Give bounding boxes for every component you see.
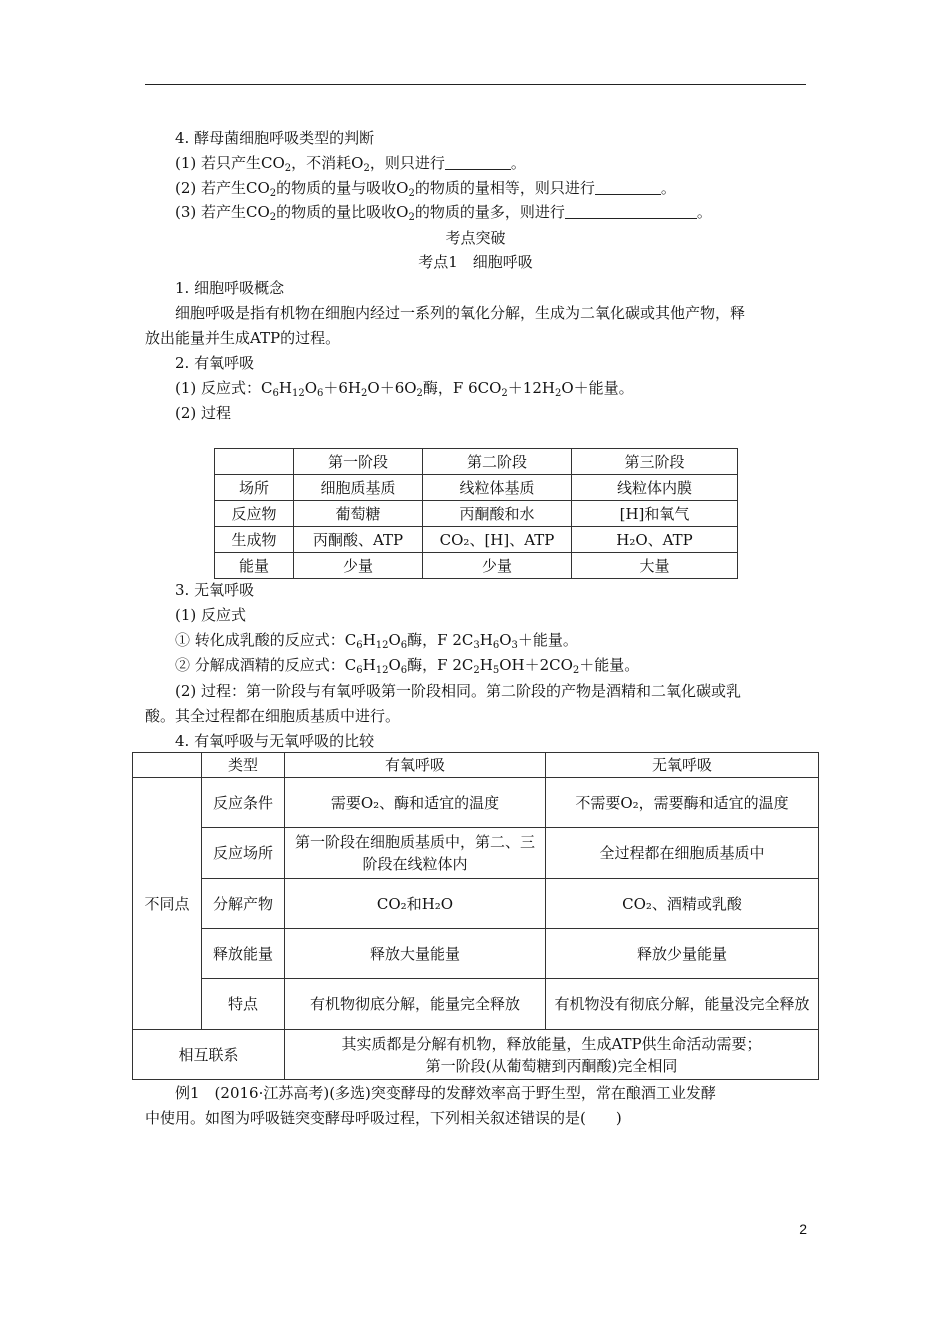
table-cell: CO₂、酒精或乳酸 <box>546 879 819 929</box>
table-cell: 第二阶段 <box>423 449 572 475</box>
table-cell: 大量 <box>572 553 738 579</box>
section-3-process-line1: (2) 过程：第一阶段与有氧呼吸第一阶段相同。第二阶段的产物是酒精和二氧化碳或乳 <box>175 682 742 700</box>
section-3-equation-label: (1) 反应式 <box>175 606 247 624</box>
table-cell: 需要O₂、酶和适宜的温度 <box>285 778 546 828</box>
table-row <box>215 553 738 579</box>
section-4-title: 4. 酵母菌细胞呼吸类型的判断 <box>175 129 375 147</box>
table-cell: 第一阶段 <box>294 449 423 475</box>
question-3: (3) 若产生$CO_2$的物质的量比吸收$O_2$的物质的量多，则进行 。 <box>175 203 712 223</box>
row-label: 反应条件 <box>202 778 285 828</box>
question-2: (2) 若产生$CO_2$的物质的量与吸收$O_2$的物质的量相等，则只进行 。 <box>175 179 676 199</box>
table-cell: 能量 <box>215 553 294 579</box>
table-row <box>215 475 738 501</box>
table-row <box>133 879 819 929</box>
alcohol-equation: ② 分解成酒精的反应式：$C_6H_{12}O_6$酶，F $2C_2H_5OH+2CO_2+$能量。 <box>175 656 640 676</box>
answer-blank[interactable] <box>565 204 697 219</box>
table-header-row <box>215 449 738 475</box>
table-cell: 释放大量能量 <box>285 929 546 979</box>
relation-line1: 其实质都是分解有机物，释放能量，生成ATP供生命活动需要； <box>341 1034 762 1053</box>
question-1: (1) 若只产生$CO_2$，不消耗$O_2$，则只进行 。 <box>175 154 526 174</box>
table-row <box>215 527 738 553</box>
table-cell: 反应物 <box>215 501 294 527</box>
table-cell: 有机物彻底分解，能量完全释放 <box>285 979 546 1030</box>
lactic-equation: ① 转化成乳酸的反应式：$C_6H_{12}O_6$酶，F $2C_3H_6O_3+$能量。 <box>175 631 578 651</box>
comparison-table <box>132 752 819 1080</box>
table-cell: 葡萄糖 <box>294 501 423 527</box>
heading-main: 考点突破 <box>445 229 506 247</box>
table-row <box>133 979 819 1030</box>
table-cell <box>285 1030 819 1080</box>
section-1-text-line1: 细胞呼吸是指有机物在细胞内经过一系列的氧化分解，生成为二氧化碳或其他产物，释 <box>175 304 746 322</box>
table-cell: 类型 <box>202 753 285 778</box>
table-cell: 有氧呼吸 <box>285 753 546 778</box>
table-cell: 生成物 <box>215 527 294 553</box>
table-cell: 第三阶段 <box>572 449 738 475</box>
section-1-text-line2: 放出能量并生成ATP的过程。 <box>145 329 341 347</box>
table-cell: 无氧呼吸 <box>546 753 819 778</box>
aerobic-equation: (1) 反应式：$C_6H_{12}O_6+6H_2O+6O_2$酶，F $6CO_2+12H_2O+$能量。 <box>175 379 634 399</box>
table-cell: 少量 <box>294 553 423 579</box>
row-label: 释放能量 <box>202 929 285 979</box>
header-rule <box>145 84 806 85</box>
table-row <box>133 778 819 828</box>
table-row <box>133 929 819 979</box>
table-row <box>133 828 819 879</box>
table-row <box>133 1030 819 1080</box>
row-label: 相互联系 <box>133 1030 285 1080</box>
table-cell: 场所 <box>215 475 294 501</box>
table-cell: 线粒体基质 <box>423 475 572 501</box>
section-1-title: 1. 细胞呼吸概念 <box>175 279 285 297</box>
table-cell: 少量 <box>423 553 572 579</box>
table-cell: 丙酮酸和水 <box>423 501 572 527</box>
answer-blank[interactable] <box>445 155 511 170</box>
row-label: 特点 <box>202 979 285 1030</box>
row-label: 反应场所 <box>202 828 285 879</box>
section-2-process: (2) 过程 <box>175 404 232 422</box>
table-cell <box>133 753 202 778</box>
table-cell: 线粒体内膜 <box>572 475 738 501</box>
table-cell: 释放少量能量 <box>546 929 819 979</box>
table-cell <box>215 449 294 475</box>
answer-blank[interactable] <box>595 180 661 195</box>
table-cell: 全过程都在细胞质基质中 <box>546 828 819 879</box>
table-cell: 不需要O₂，需要酶和适宜的温度 <box>546 778 819 828</box>
heading-sub: 考点1 细胞呼吸 <box>418 253 533 271</box>
table-cell: 丙酮酸、ATP <box>294 527 423 553</box>
table-row <box>215 501 738 527</box>
section-4b-title: 4. 有氧呼吸与无氧呼吸的比较 <box>175 732 375 750</box>
table-cell: 有机物没有彻底分解，能量没完全释放 <box>546 979 819 1030</box>
table-cell: [H]和氧气 <box>572 501 738 527</box>
section-3-process-line2: 酸。其全过程都在细胞质基质中进行。 <box>145 707 401 725</box>
table-cell: H₂O、ATP <box>572 527 738 553</box>
page-number: 2 <box>799 1221 807 1237</box>
example-1-line1: 例1 (2016·江苏高考)(多选)突变酵母的发酵效率高于野生型，常在酿酒工业发酵 <box>175 1084 716 1102</box>
section-2-title: 2. 有氧呼吸 <box>175 354 255 372</box>
relation-line2: 第一阶段(从葡萄糖到丙酮酸)完全相同 <box>425 1056 678 1075</box>
table-cell: 第一阶段在细胞质基质中，第二、三阶段在线粒体内 <box>285 828 546 879</box>
table-cell: CO₂、[H]、ATP <box>423 527 572 553</box>
aerobic-stages-table <box>214 448 738 579</box>
row-label: 分解产物 <box>202 879 285 929</box>
example-1-line2: 中使用。如图为呼吸链突变酵母呼吸过程，下列相关叙述错误的是( ) <box>145 1109 622 1127</box>
table-cell: 细胞质基质 <box>294 475 423 501</box>
table-cell: CO₂和H₂O <box>285 879 546 929</box>
group-label: 不同点 <box>133 778 202 1030</box>
table-header-row <box>133 753 819 778</box>
section-3-title: 3. 无氧呼吸 <box>175 581 255 599</box>
